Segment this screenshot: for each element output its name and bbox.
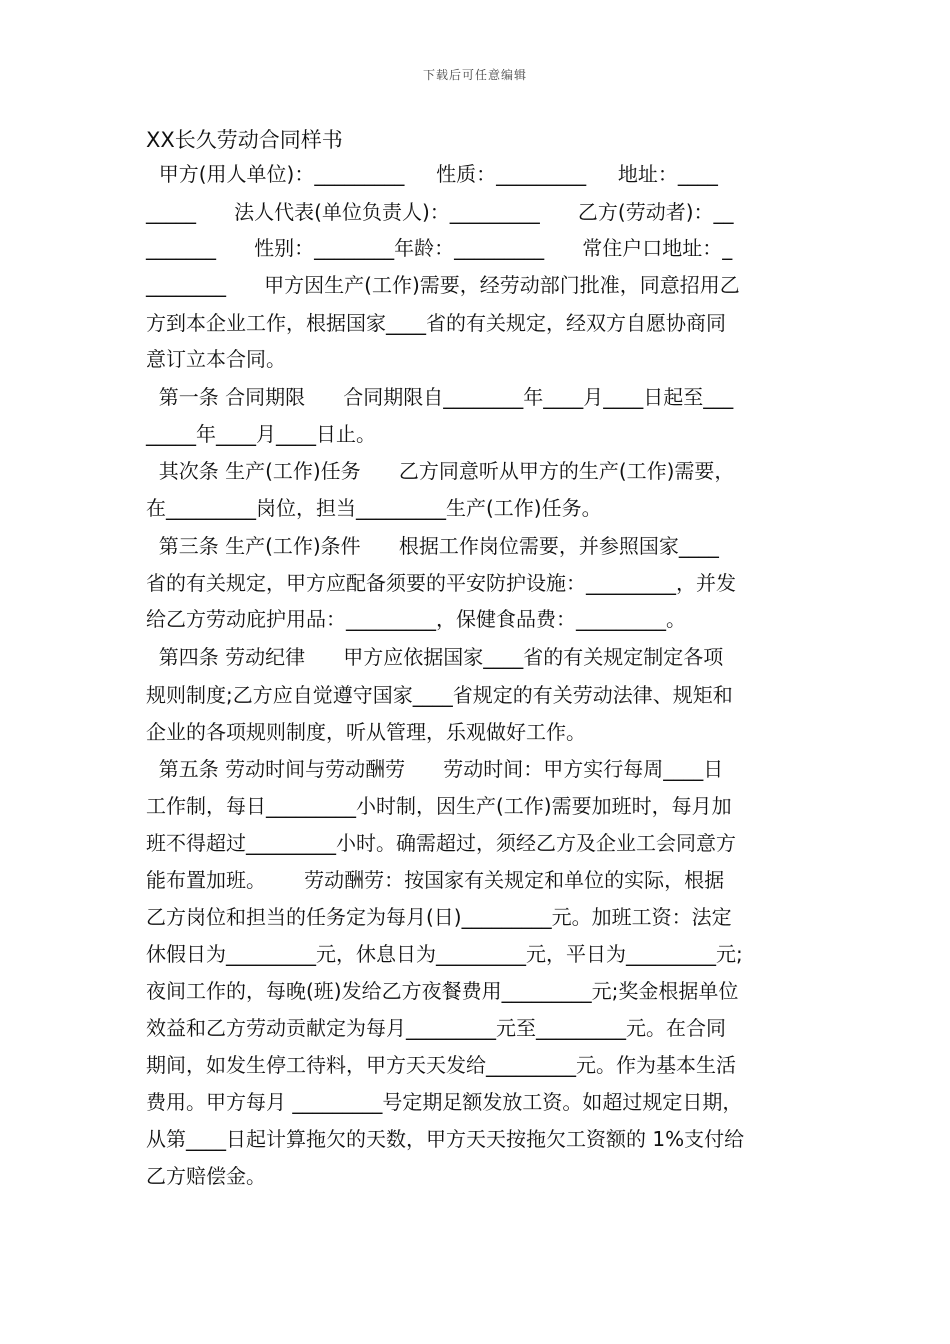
body-line: 费用。甲方每月 _________号定期足额发放工资。如超过规定日期， bbox=[146, 1090, 743, 1114]
body-line: 第三条 生产(工作)条件 根据工作岗位需要，并参照国家____ bbox=[146, 534, 719, 558]
body-line: 第一条 合同期限 合同期限自________年____月____日起至___ bbox=[146, 385, 734, 409]
body-line: _______ 性别：________年龄：_________ 常住户口地址：_ bbox=[146, 236, 733, 260]
body-line: 第五条 劳动时间与劳动酬劳 劳动时间：甲方实行每周____日 bbox=[146, 757, 724, 781]
document-title: XX长久劳动合同样书 bbox=[146, 128, 343, 152]
body-line: 给乙方劳动庇护用品：_________，保健食品费：_________。 bbox=[146, 607, 686, 631]
body-line: 期间，如发生停工待料，甲方天天发给_________元。作为基本生活 bbox=[146, 1053, 736, 1077]
body-line: 企业的各项规则制度，听从管理，乐观做好工作。 bbox=[146, 720, 586, 744]
body-line: ________ 甲方因生产(工作)需要，经劳动部门批准，同意招用乙 bbox=[146, 273, 740, 297]
body-line: 效益和乙方劳动贡献定为每月_________元至_________元。在合同 bbox=[146, 1016, 726, 1040]
body-line: 甲方(用人单位)：_________ 性质：_________ 地址：____ bbox=[146, 162, 718, 186]
body-line: 乙方赔偿金。 bbox=[146, 1164, 266, 1188]
body-line: 意订立本合同。 bbox=[146, 347, 286, 371]
body-line: 方到本企业工作，根据国家____省的有关规定，经双方自愿协商同 bbox=[146, 311, 726, 335]
body-line: 第四条 劳动纪律 甲方应依据国家____省的有关规定制定各项 bbox=[146, 645, 724, 669]
body-line: 能布置加班。 劳动酬劳：按国家有关规定和单位的实际，根据 bbox=[146, 868, 725, 892]
body-line: 班不得超过_________小时。确需超过，须经乙方及企业工会同意方 bbox=[146, 831, 736, 855]
body-line: 夜间工作的，每晚(班)发给乙方夜餐费用_________元;奖金根据单位 bbox=[146, 979, 739, 1003]
body-line: 省的有关规定，甲方应配备须要的平安防护设施：_________，并发 bbox=[146, 571, 736, 595]
body-line: 规则制度;乙方应自觉遵守国家____省规定的有关劳动法律、规矩和 bbox=[146, 683, 733, 707]
body-line: _____ 法人代表(单位负责人)：_________ 乙方(劳动者)：__ bbox=[146, 200, 734, 224]
body-line: 乙方岗位和担当的任务定为每月(日)_________元。加班工资：法定 bbox=[146, 905, 732, 929]
body-line: 工作制，每日_________小时制，因生产(工作)需要加班时，每月加 bbox=[146, 794, 732, 818]
body-line: _____年____月____日止。 bbox=[146, 422, 376, 446]
body-line: 从第____日起计算拖欠的天数，甲方天天按拖欠工资额的 1%支付给 bbox=[146, 1127, 745, 1151]
body-line: 休假日为_________元，休息日为_________元，平日为_________元; bbox=[146, 942, 743, 966]
body-line: 其次条 生产(工作)任务 乙方同意听从甲方的生产(工作)需要， bbox=[146, 459, 735, 483]
body-line: 在_________岗位，担当_________生产(工作)任务。 bbox=[146, 496, 602, 520]
page-header: 下载后可任意编辑 bbox=[422, 68, 527, 82]
